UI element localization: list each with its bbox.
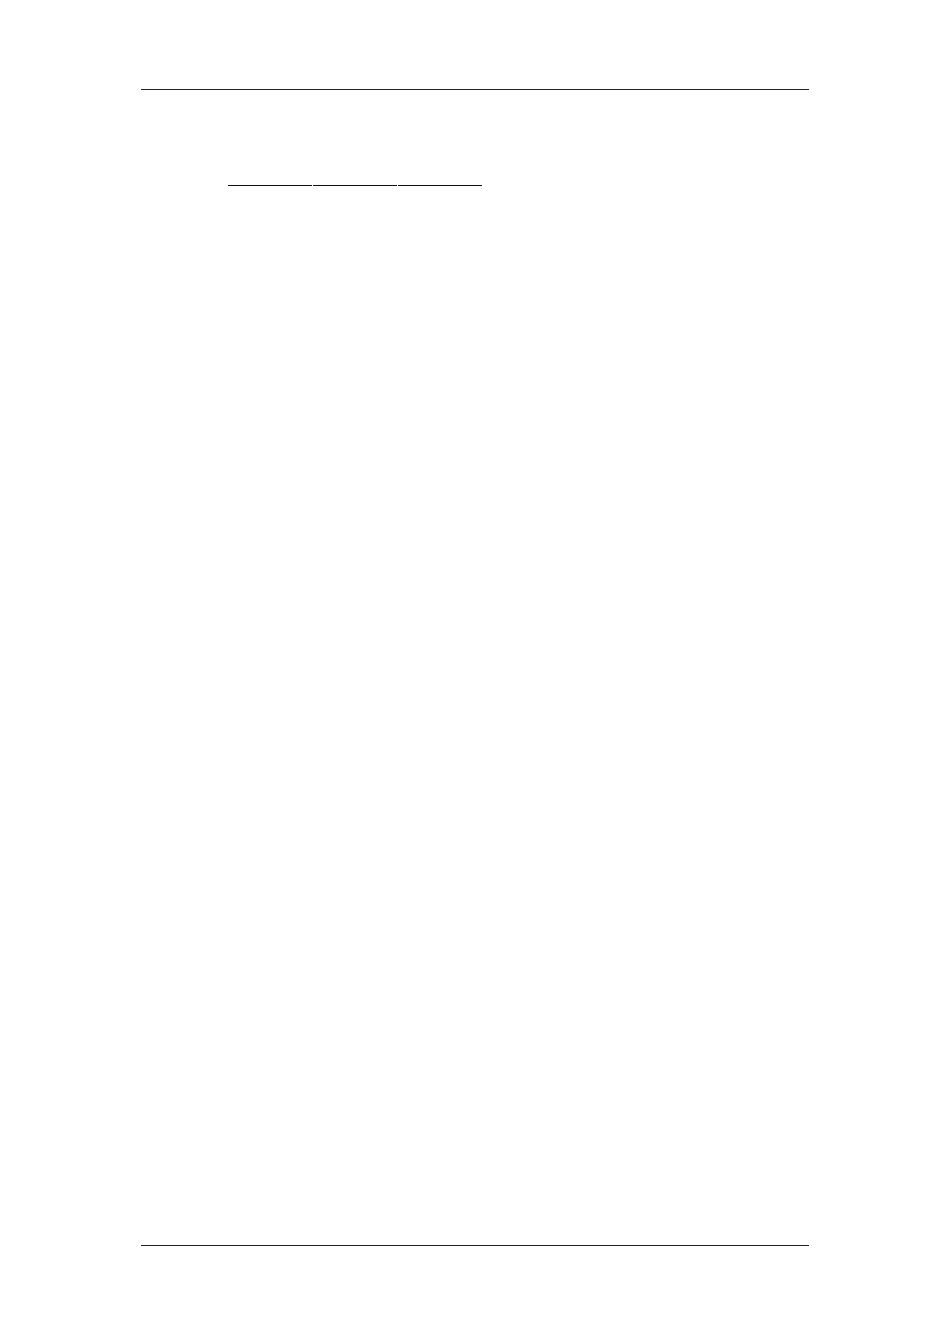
student-info-row xyxy=(228,168,483,186)
class-blank[interactable] xyxy=(313,169,397,186)
footer-rule xyxy=(141,1245,809,1246)
name-blank[interactable] xyxy=(228,169,312,186)
header-rule xyxy=(141,89,809,90)
score-blank[interactable] xyxy=(398,169,482,186)
